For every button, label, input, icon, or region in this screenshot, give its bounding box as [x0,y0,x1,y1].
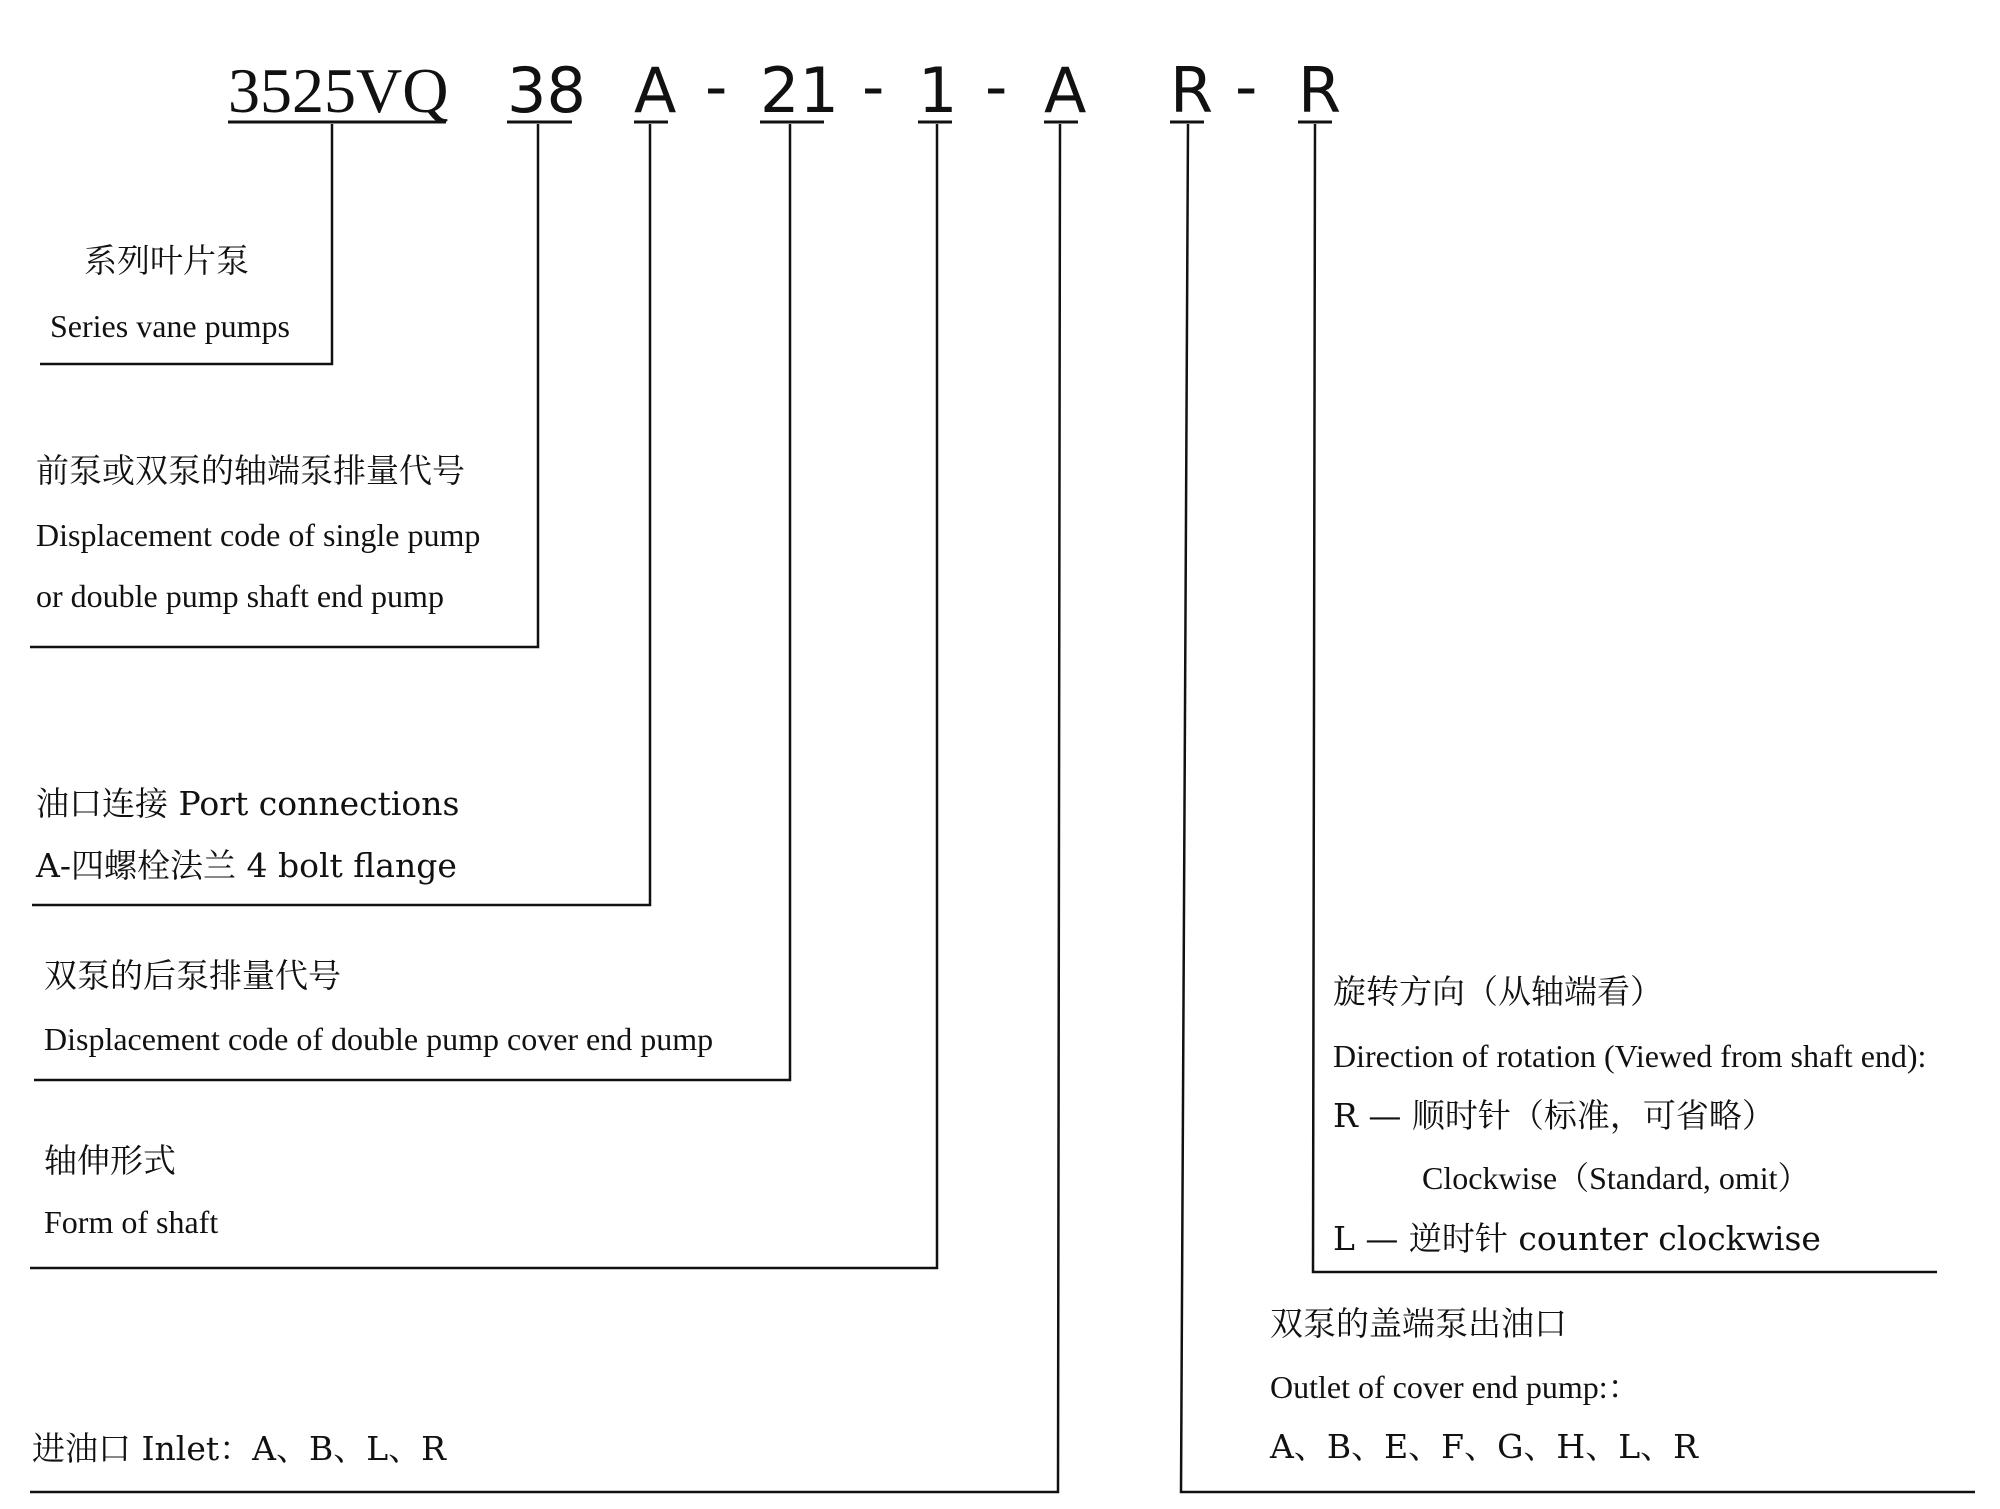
rear-flow-label-zh: 双泵的后泵排量代号 [44,956,341,995]
code-shaft: 1 [918,54,958,127]
front-flow-label-zh: 前泵或双泵的轴端泵排量代号 [36,451,465,490]
rotation-r-en: Clockwise（Standard, omit） [1422,1160,1810,1196]
code-outlet: R [1170,54,1214,127]
port-label-line-2: A-四螺栓法兰 4 bolt flange [36,846,457,885]
rear-flow-label-en: Displacement code of double pump cover end pump [44,1021,714,1057]
shaft-label-en: Form of shaft [44,1204,219,1240]
series-label-en: Series vane pumps [50,308,290,344]
front-flow-label-en-1: Displacement code of single pump [36,517,481,553]
outlet-label-en: Outlet of cover end pump:： [1270,1369,1640,1405]
code-flow-rear: 21 [760,54,839,127]
leader-outlet [1181,124,1975,1492]
leader-shaft [30,124,937,1268]
code-dash-4: - [1235,50,1258,123]
code-port: A [634,54,677,127]
rotation-r-line: R — 顺时针（标准，可省略） [1333,1096,1775,1135]
series-label-zh: 系列叶片泵 [84,241,249,280]
outlet-options: A、B、E、F、G、H、L、R [1270,1427,1698,1466]
shaft-label-zh: 轴伸形式 [44,1141,176,1180]
code-inlet: A [1044,54,1087,127]
code-rotation: R [1298,54,1342,127]
code-flow-front: 38 [507,54,586,127]
front-flow-label-en-2: or double pump shaft end pump [36,578,444,614]
port-label-line-1: 油口连接 Port connections [36,784,460,823]
code-dash-1: - [705,50,728,123]
rotation-label-zh: 旋转方向（从轴端看） [1333,972,1663,1011]
rotation-l-line: L — 逆时针 counter clockwise [1333,1219,1821,1258]
outlet-label-zh: 双泵的盖端泵出油口 [1270,1304,1567,1343]
rotation-label-en: Direction of rotation (Viewed from shaft end): [1333,1038,1927,1074]
code-series: 3525VQ [228,55,449,126]
leader-flow-front [30,124,538,647]
inlet-label: 进油口 Inlet：A、B、L、R [32,1429,446,1468]
code-dash-3: - [985,50,1008,123]
code-dash-2: - [862,50,885,123]
